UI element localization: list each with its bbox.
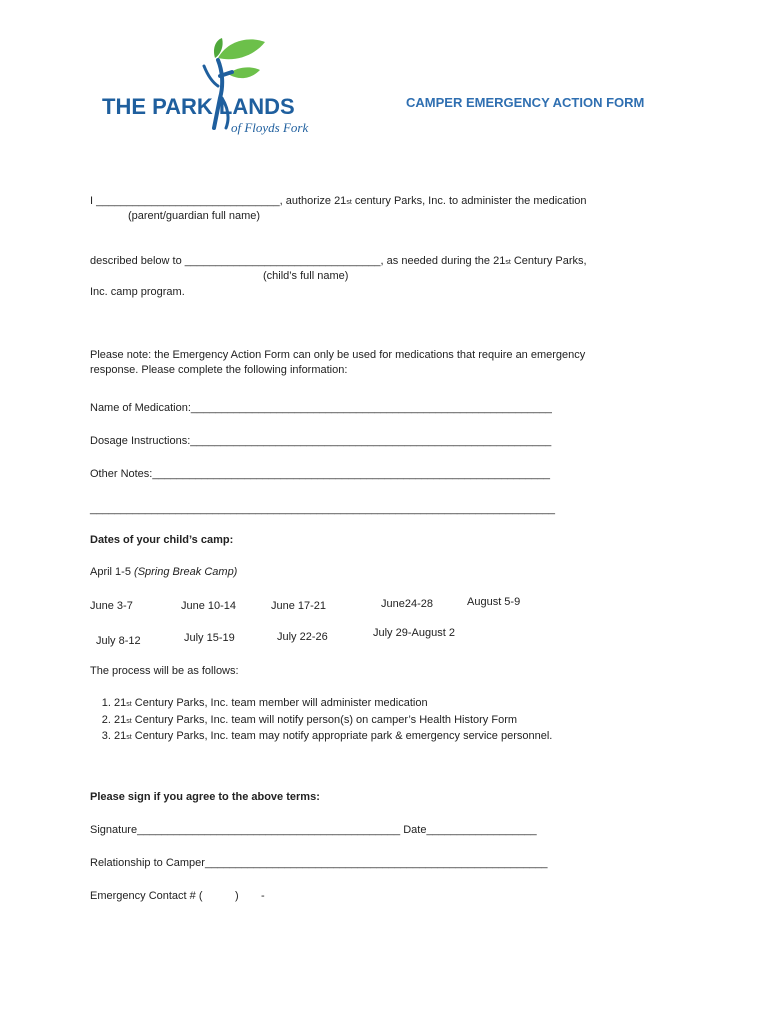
camp-date-june-24-28: June24-28 xyxy=(381,598,433,610)
emergency-contact-dash: - xyxy=(261,890,265,902)
camp-date-july-15-19: July 15-19 xyxy=(184,632,235,644)
emergency-contact-label: Emergency Contact # ( xyxy=(90,890,203,902)
camp-date-july-22-26: July 22-26 xyxy=(277,631,328,643)
other-notes-field[interactable]: Other Notes:_________________________________________________________________ xyxy=(90,468,551,480)
spring-break-date-text: April 1-5 xyxy=(90,566,135,578)
authorization-line-1-suffix: century Parks, Inc. to administer the medication xyxy=(351,195,587,207)
ordinal-suffix: st xyxy=(126,701,132,708)
ordinal-suffix: st xyxy=(126,717,132,725)
camp-date-august-5-9: August 5-9 xyxy=(467,596,521,608)
logo-text-main: THE PARK LANDS xyxy=(102,94,295,119)
process-step xyxy=(114,729,552,746)
camp-date-june-17-21: June 17-21 xyxy=(271,600,327,612)
ordinal-suffix: st xyxy=(126,734,132,741)
park-lands-logo xyxy=(100,36,325,136)
dosage-instructions-field[interactable]: Dosage Instructions:___________________________________________________________ xyxy=(90,435,552,447)
ordinal-suffix: st xyxy=(505,259,511,266)
parent-guardian-label: (parent/guardian full name) xyxy=(128,210,261,222)
emergency-contact-paren: ) xyxy=(235,890,239,902)
authorization-line-1-prefix: I ______________________________, authorize 21 xyxy=(90,195,347,207)
authorization-line-2-suffix: Century Parks, xyxy=(510,255,587,267)
signature-heading: Please sign if you agree to the above terms: xyxy=(90,791,320,803)
ordinal-suffix: st xyxy=(346,199,352,206)
camp-dates-heading: Dates of your child’s camp: xyxy=(90,534,234,546)
other-notes-extra-line[interactable]: ____________________________________________________________________________ xyxy=(90,503,555,515)
process-step-number: 21 xyxy=(114,730,127,742)
relationship-to-camper-field[interactable]: Relationship to Camper________________________________________________________ xyxy=(90,857,548,869)
tree-logo-icon xyxy=(100,36,325,136)
process-intro: The process will be as follows: xyxy=(90,665,239,677)
process-step-text: Century Parks, Inc. team will notify person(s) on camper’s Health History Form xyxy=(131,713,518,726)
process-step xyxy=(114,713,552,730)
note-line-1: Please note: the Emergency Action Form can only be used for medications that require an emergency xyxy=(90,349,586,361)
process-step xyxy=(114,696,552,713)
process-step-number: 21 xyxy=(114,713,127,726)
authorization-line-3: Inc. camp program. xyxy=(90,286,185,298)
note-line-2: response. Please complete the following information: xyxy=(90,364,348,376)
process-list xyxy=(96,696,552,746)
authorization-line-2-prefix: described below to ________________________________, as needed during the 21 xyxy=(90,255,506,267)
camp-date-july-29-august-2: July 29-August 2 xyxy=(373,627,455,639)
authorization-line-2 xyxy=(90,255,587,267)
spring-break-date xyxy=(90,566,237,578)
camp-date-june-3-7: June 3-7 xyxy=(90,600,133,612)
authorization-line-1 xyxy=(90,195,587,207)
logo-text-sub: of Floyds Fork xyxy=(231,120,309,135)
signature-date-field[interactable]: Signature___________________________________________ Date__________________ xyxy=(90,824,537,836)
spring-break-label: (Spring Break Camp) xyxy=(134,566,238,578)
camp-date-june-10-14: June 10-14 xyxy=(181,600,237,612)
medication-name-field[interactable]: Name of Medication:___________________________________________________________ xyxy=(90,402,552,414)
process-step-text: Century Parks, Inc. team member will administer medication xyxy=(131,697,428,709)
form-title: CAMPER EMERGENCY ACTION FORM xyxy=(406,95,645,110)
process-step-text: Century Parks, Inc. team may notify appropriate park & emergency service personnel. xyxy=(131,730,553,742)
camp-date-july-8-12: July 8-12 xyxy=(96,635,141,647)
child-name-label: (child’s full name) xyxy=(263,270,349,282)
process-step-number: 21 xyxy=(114,697,127,709)
